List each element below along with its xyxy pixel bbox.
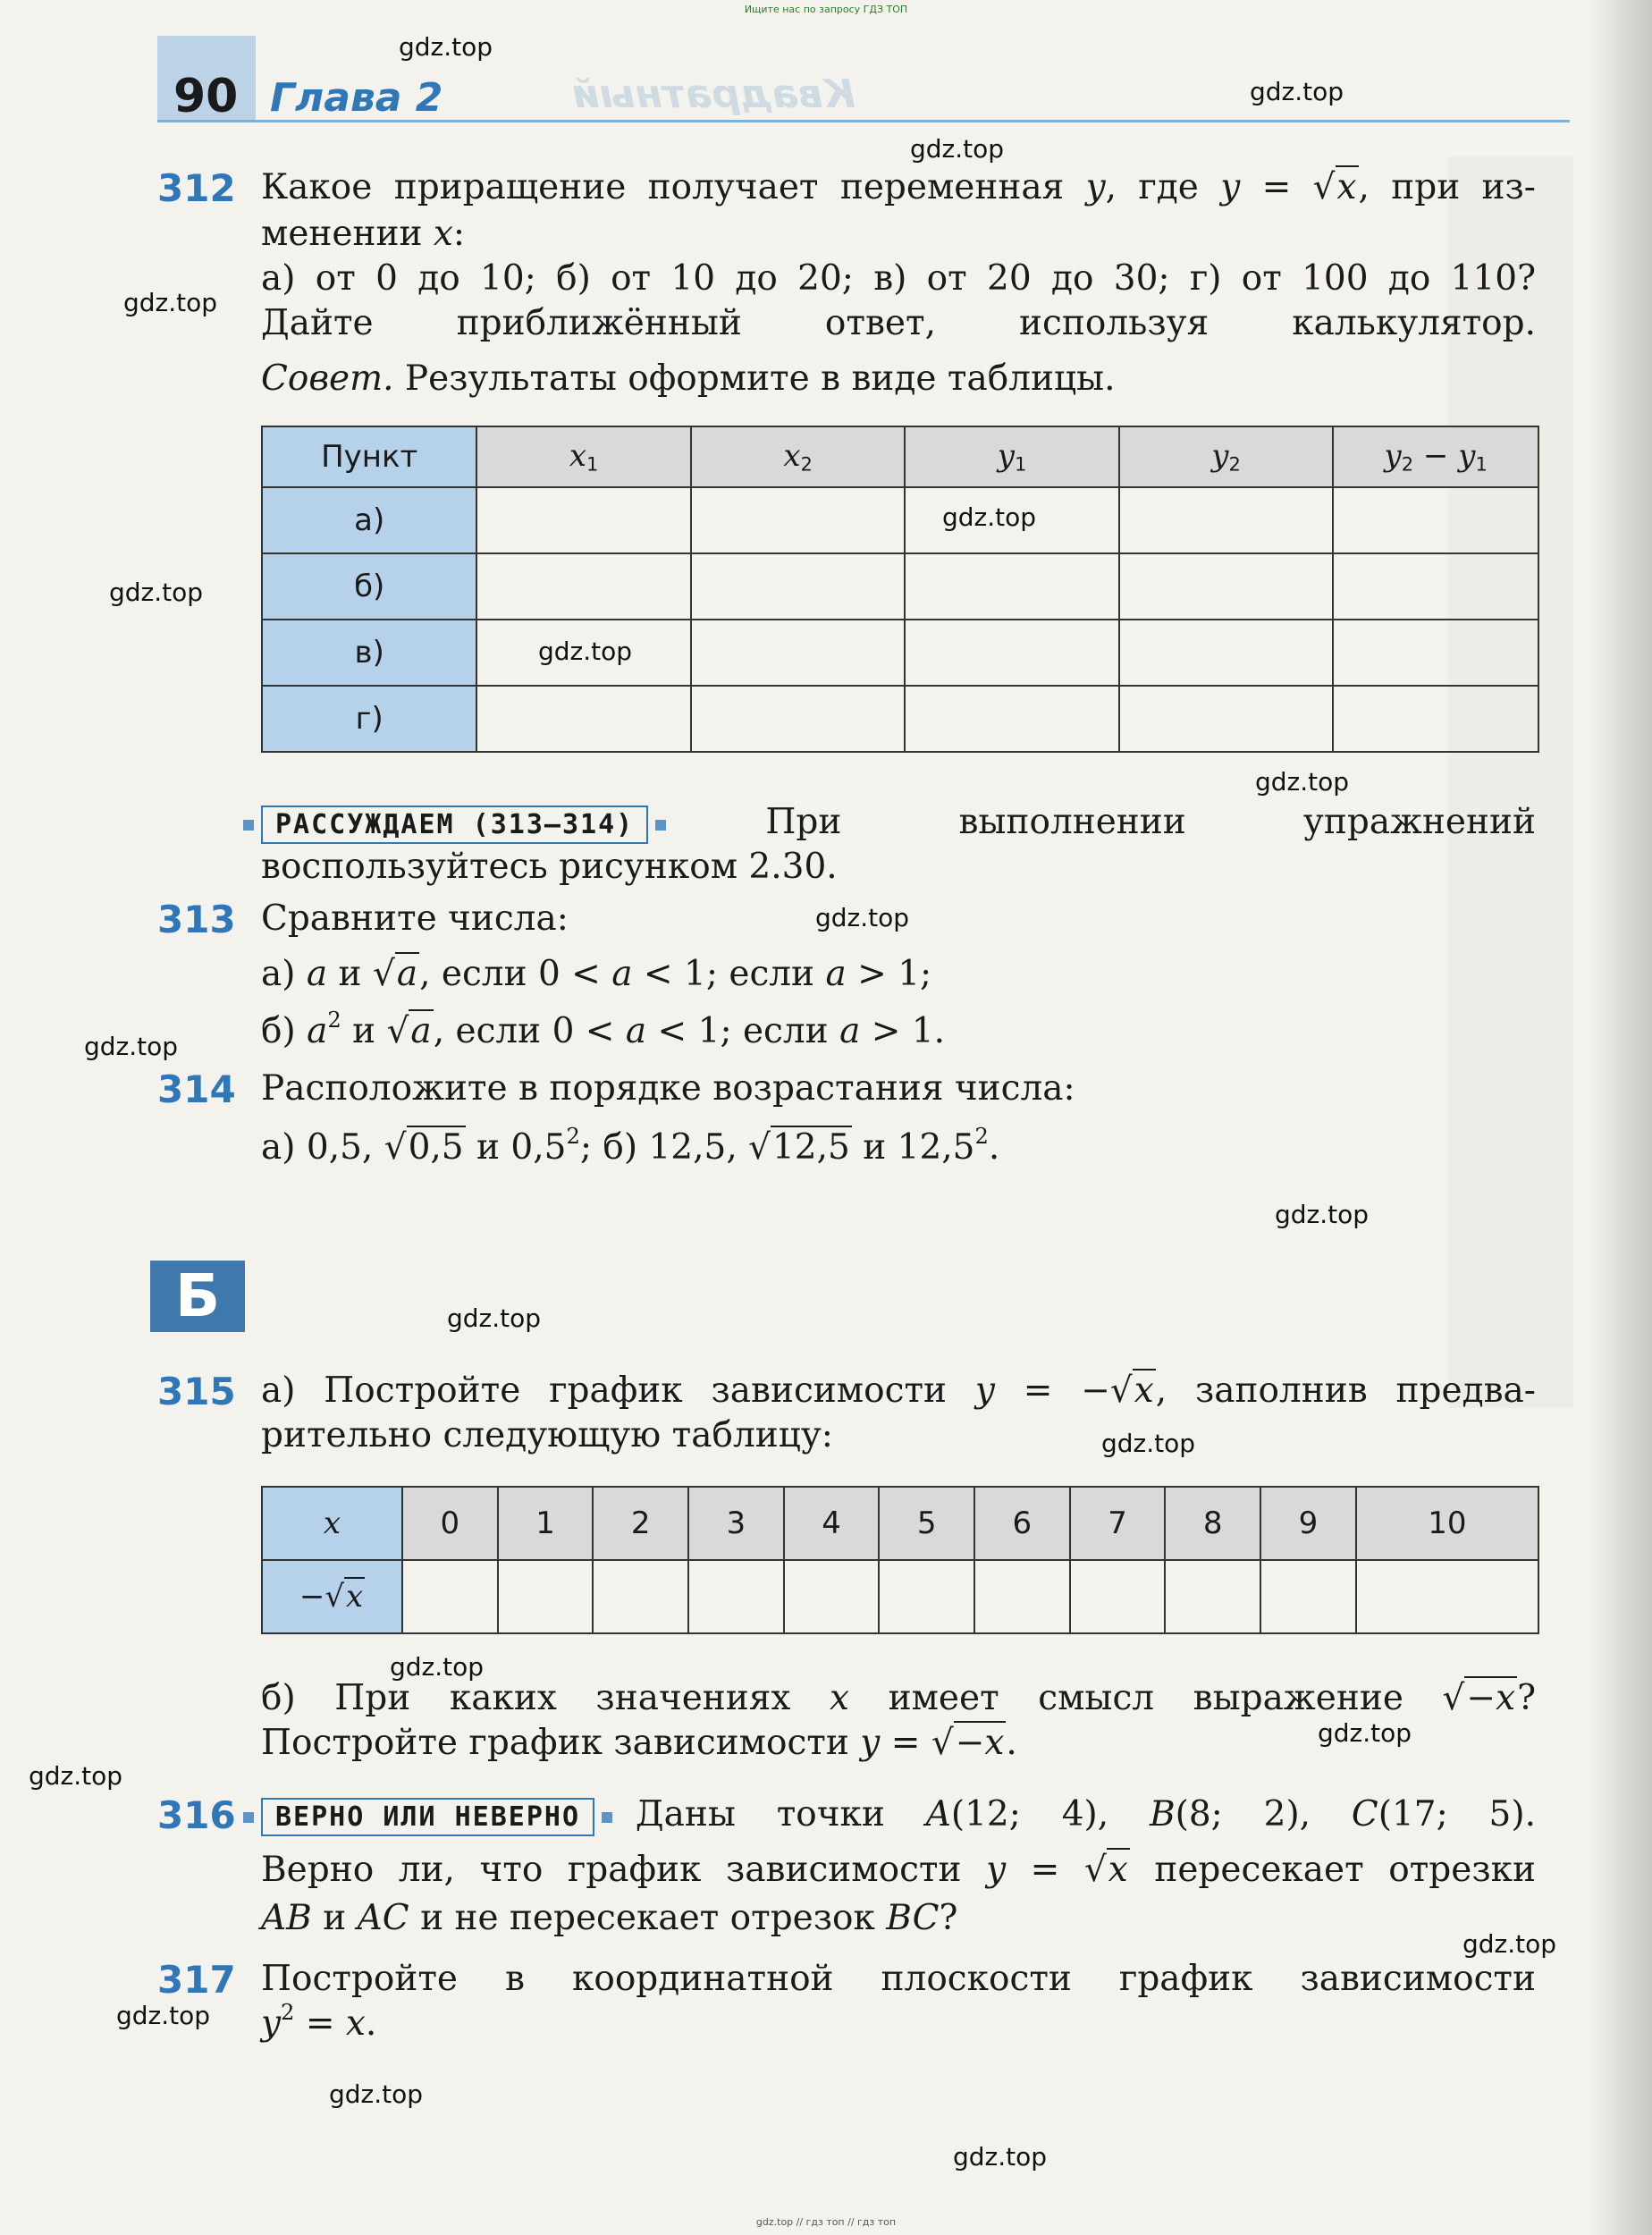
p312-line-1: Какое приращение получает переменная y, где y = √x, при из- [261, 164, 1536, 211]
exercise-number-312: 312 [157, 166, 236, 210]
x-value: 8 [1165, 1487, 1260, 1560]
row-label: б) [262, 553, 476, 620]
page-spine-shadow [1589, 0, 1652, 2235]
table-312 [261, 426, 1539, 753]
x-value: 6 [974, 1487, 1070, 1560]
header-x1: $x_1$ [476, 426, 690, 487]
exercise-number-315: 315 [157, 1370, 236, 1413]
top-note: Ищите нас по запросу ГДЗ ТОП [744, 4, 908, 15]
section-b-marker: Б [150, 1261, 245, 1332]
p313-line-1: Сравните числа: [261, 898, 569, 939]
p313-line-a: а) a и √a, если 0 < a < 1; если a > 1; [261, 954, 932, 994]
watermark: gdz.top [1275, 1200, 1370, 1229]
x-value: 0 [402, 1487, 498, 1560]
chapter-title-bleed: Квадратный [572, 72, 856, 117]
p314-line-2: а) 0,5, √0,5 и $0,5^2$; б) 12,5, √12,5 и 12,5$^2$. [261, 1124, 1000, 1168]
watermark: gdz.top [447, 1303, 542, 1333]
p312-line-4: Дайте приближённый ответ, используя калькулятор. [261, 303, 1536, 343]
x-value: 2 [593, 1487, 688, 1560]
reasoning-line-2: воспользуйтесь рисунком 2.30. [261, 847, 838, 887]
watermark: gdz.top [329, 2079, 424, 2109]
p312-tip: Совет. Результаты оформите в виде таблицы. [261, 358, 1116, 399]
chapter-title: Глава 2 [270, 75, 443, 121]
exercise-number-317: 317 [157, 1958, 236, 2002]
x-value: 10 [1356, 1487, 1538, 1560]
bottom-note: gdz.top // гдз топ // гдз топ [755, 2216, 897, 2228]
true-false-tag: ВЕРНО ИЛИ НЕВЕРНО [261, 1798, 594, 1836]
x-value: 9 [1260, 1487, 1356, 1560]
watermark: gdz.top [109, 578, 204, 607]
sqrt-x: √x [1312, 167, 1357, 207]
x-value: 1 [498, 1487, 594, 1560]
p317-line-2: $y^2 = x$. [261, 2000, 377, 2044]
x-value: 5 [879, 1487, 974, 1560]
p312-line-3: а) от 0 до 10; б) от 10 до 20; в) от 20 до 30; г) от 100 до 110? [261, 258, 1536, 299]
p315-line-3: б) При каких значениях x имеет смысл выражение √−x? [261, 1678, 1536, 1718]
header-y2: $y_2$ [1119, 426, 1333, 487]
x-value: 4 [784, 1487, 880, 1560]
watermark: gdz.top [1250, 77, 1344, 106]
p316-line-2: Верно ли, что график зависимости y = √x пересекает отрезки [261, 1850, 1536, 1890]
reasoning-line-1: РАССУЖДАЕМ (313–314) При выполнении упражнений [261, 799, 1536, 846]
watermark: gdz.top [399, 32, 493, 62]
x-value: 7 [1070, 1487, 1166, 1560]
watermark: gdz.top [84, 1032, 179, 1061]
header-y2-minus-y1: $y_2 - y_1$ [1333, 426, 1538, 487]
watermark: gdz.top [29, 1761, 123, 1791]
x-value: 3 [688, 1487, 784, 1560]
p312-line-2: менении x: [261, 214, 466, 254]
header-punkt: Пункт [262, 426, 476, 487]
exercise-number-316: 316 [157, 1793, 236, 1837]
row-label: а) [262, 487, 476, 553]
exercise-number-314: 314 [157, 1067, 236, 1111]
watermark: gdz.top [1255, 767, 1350, 797]
header-x: x [262, 1487, 402, 1560]
watermark: gdz.top [123, 288, 218, 317]
watermark: gdz.top [815, 903, 910, 932]
table-315 [261, 1486, 1539, 1634]
header-y1: $y_1$ [905, 426, 1118, 487]
watermark: gdz.top [1318, 1718, 1412, 1748]
p315-line-1: а) Постройте график зависимости y = −√x, заполнив предва- [261, 1371, 1536, 1411]
watermark: gdz.top [1462, 1929, 1557, 1959]
watermark: gdz.top [942, 502, 1037, 532]
row-label: г) [262, 686, 476, 752]
p315-line-4: Постройте график зависимости y = √−x. [261, 1723, 1017, 1763]
row-label: в) [262, 620, 476, 686]
p313-line-b: б) $a^2$ и √a, если 0 < a < 1; если a > 1. [261, 1008, 946, 1051]
watermark: gdz.top [538, 637, 633, 666]
reasoning-tag: РАССУЖДАЕМ (313–314) [261, 805, 648, 844]
watermark: gdz.top [116, 2001, 211, 2030]
watermark: gdz.top [1101, 1429, 1196, 1458]
watermark: gdz.top [910, 134, 1005, 164]
page-number: 90 [173, 70, 239, 123]
header-minus-sqrt-x: −√x [262, 1560, 402, 1633]
watermark: gdz.top [953, 2142, 1048, 2172]
p317-line-1: Постройте в координатной плоскости график зависимости [261, 1959, 1536, 1999]
watermark: gdz.top [390, 1652, 485, 1682]
p316-line-1: ВЕРНО ИЛИ НЕВЕРНО Даны точки A(12; 4), B(8; 2), C(17; 5). [261, 1792, 1536, 1838]
p316-line-3: AB и AC и не пересекает отрезок BC? [261, 1898, 958, 1938]
header-x2: $x_2$ [691, 426, 905, 487]
exercise-number-313: 313 [157, 898, 236, 941]
p314-line-1: Расположите в порядке возрастания числа: [261, 1068, 1075, 1109]
p315-line-2: рительно следующую таблицу: [261, 1415, 833, 1455]
